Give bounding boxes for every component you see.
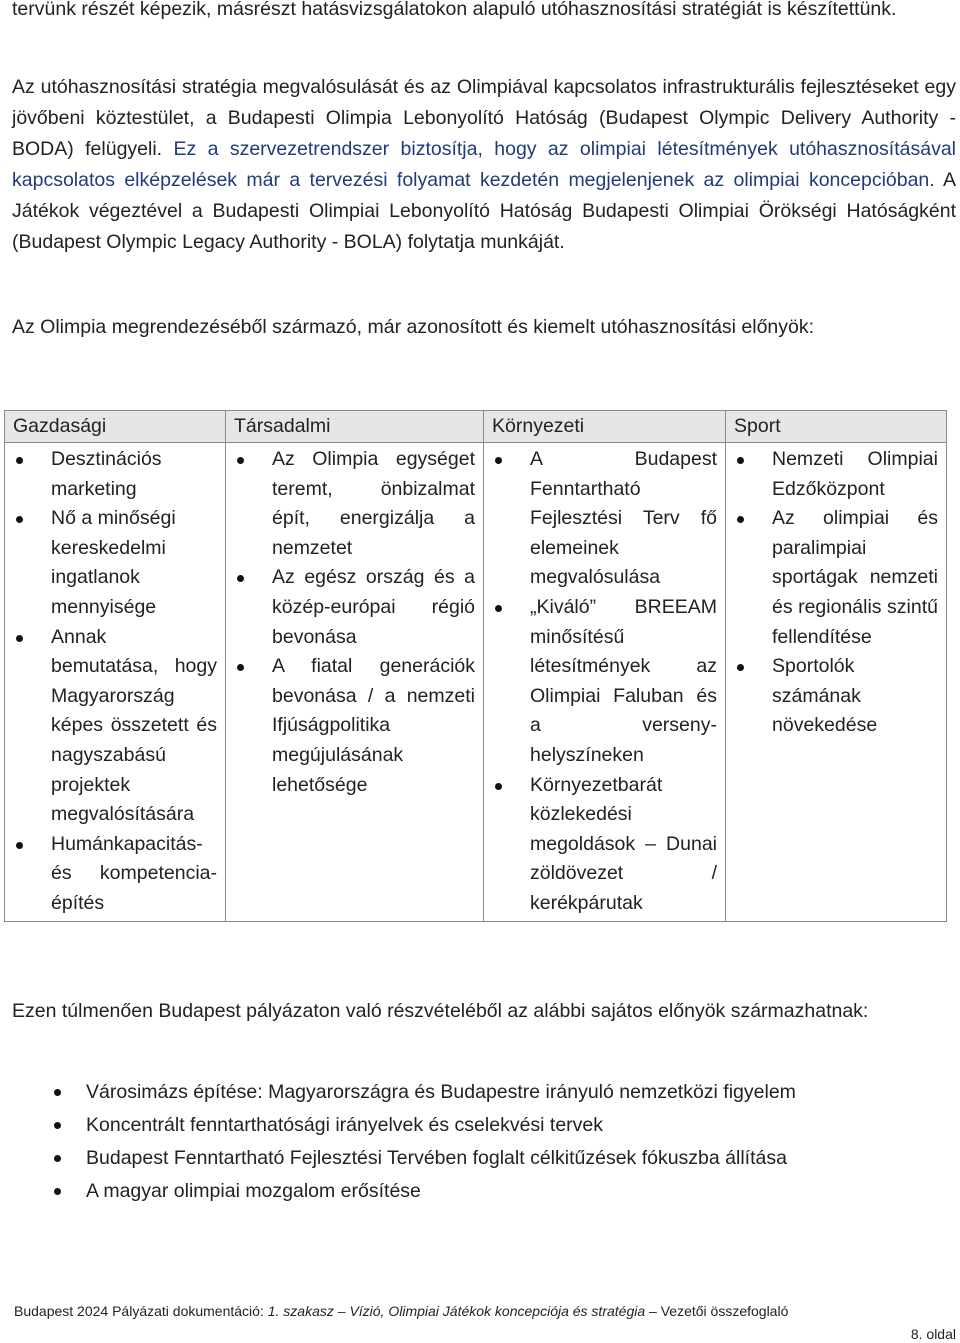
- list-item: A magyar olimpiai mozgalom erősítése: [50, 1175, 930, 1208]
- economic-cell: [5, 443, 226, 922]
- paragraph-intro-tail: tervünk részét képezik, másrészt hatásvizsgálatokon alapuló utóhasznosítási stratégiát is készítettünk.: [12, 0, 897, 20]
- header-environmental: Környezeti: [484, 411, 726, 443]
- list-item: Az olimpiai és paralimpiai sportágak nemzeti és regionális szintű fellendítése: [730, 504, 938, 652]
- paragraph-governance: [12, 72, 956, 258]
- benefits-table-header-row: [5, 411, 947, 443]
- list-item: Nemzeti Olimpiai Edzőközpont: [730, 445, 938, 504]
- benefits-table: [4, 410, 947, 922]
- list-item: A fiatal generációk bevonása / a nemzeti Ifjúságpolitika megújulásának lehetősége: [230, 652, 475, 800]
- page-footer: [14, 1302, 788, 1320]
- header-economic: Gazdasági: [5, 411, 226, 443]
- footer-prefix: Budapest 2024 Pályázati dokumentáció:: [14, 1303, 268, 1319]
- governance-sentence-concept: Ez a szervezetrendszer biztosítja, hogy az olimpiai létesítmények utóhasznosításával kapcsolatos elképzelések már a tervezési folyamat kezdetén megjelenjenek az olimpiai koncepcióban.: [12, 138, 957, 191]
- governance-sentence-boda: Az utóhasznosítási stratégia megvalósulását és az Olimpiával kapcsolatos infrastrukturális fejlesztéseket egy jövőbeni köztestület, a Budapesti Olimpia Lebonyolító Hatóság (Budapest Olympic Delivery Authority - BODA) felügyeli.: [12, 76, 956, 160]
- list-item: Környezetbarát közlekedési megoldások – Dunai zöldövezet / kerékpárutak: [488, 771, 717, 919]
- footer-summary: Vezetői összefoglaló: [660, 1303, 789, 1319]
- footer-section: 1. szakasz – Vízió, Olimpiai Játékok koncepciója és stratégia: [267, 1303, 646, 1319]
- paragraph-benefits-intro: Az Olimpia megrendezéséből származó, már azonosított és kiemelt utóhasznosítási előnyök:: [12, 316, 815, 338]
- list-item: Humánkapacitás- és kompetencia-építés: [9, 830, 217, 919]
- social-cell: [226, 443, 484, 922]
- list-item: Az Olimpia egységet teremt, önbizalmat épít, energizálja a nemzetet: [230, 445, 475, 563]
- header-sport: Sport: [726, 411, 947, 443]
- list-item: Városimázs építése: Magyarországra és Budapestre irányuló nemzetközi figyelem: [50, 1076, 930, 1109]
- sport-cell: [726, 443, 947, 922]
- governance-sentence-bola: A Játékok végeztével a Budapesti Olimpiai Lebonyolító Hatóság Budapesti Olimpiai Örökségi Hatóságként (Budapest Olympic Legacy Authority - BOLA) folytatja munkáját.: [12, 169, 956, 253]
- page-number: 8. oldal: [910, 1326, 956, 1342]
- list-item: Nő a minőségi kereskedelmi ingatlanok mennyisége: [9, 504, 217, 622]
- benefits-table-row: [5, 443, 947, 922]
- list-item: Sportolók számának növekedése: [730, 652, 938, 741]
- social-list: [230, 445, 475, 800]
- environmental-list: [488, 445, 717, 919]
- sport-list: [730, 445, 938, 741]
- footer-separator: –: [645, 1303, 661, 1319]
- list-item: Koncentrált fenntarthatósági irányelvek és cselekvési tervek: [50, 1109, 930, 1142]
- header-social: Társadalmi: [226, 411, 484, 443]
- list-item: A Budapest Fenntartható Fejlesztési Terv fő elemeinek megvalósulása: [488, 445, 717, 593]
- list-item: Az egész ország és a közép-európai régió bevonása: [230, 563, 475, 652]
- list-item: „Kiváló” BREEAM minősítésű létesítmények az Olimpiai Faluban és a verseny-helyszíneken: [488, 593, 717, 771]
- list-item: Annak bemutatása, hogy Magyarország képes összetett és nagyszabású projektek megvalósítására: [9, 623, 217, 830]
- extras-list: [50, 1076, 930, 1208]
- paragraph-extras-intro: Ezen túlmenően Budapest pályázaton való részvételéből az alábbi sajátos előnyök származhatnak:: [12, 1000, 869, 1022]
- environmental-cell: [484, 443, 726, 922]
- economic-list: [9, 445, 217, 919]
- list-item: Desztinációs marketing: [9, 445, 217, 504]
- list-item: Budapest Fenntartható Fejlesztési Tervében foglalt célkitűzések fókuszba állítása: [50, 1142, 930, 1175]
